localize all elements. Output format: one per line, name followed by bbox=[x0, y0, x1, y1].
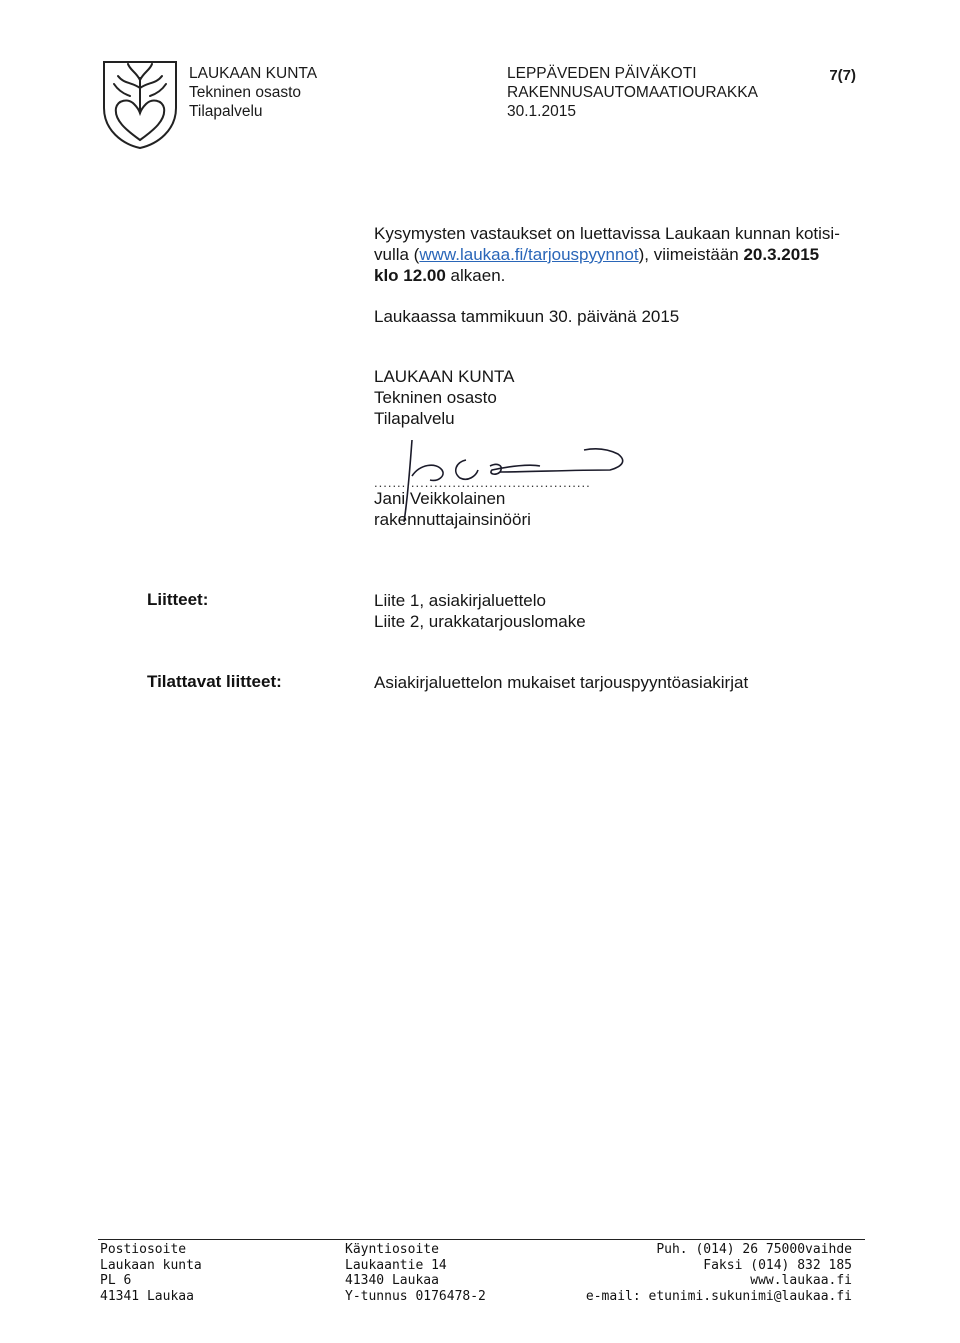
place-and-date: Laukaassa tammikuun 30. päivänä 2015 bbox=[374, 307, 680, 326]
footer-postal-address bbox=[100, 1242, 202, 1304]
signature-line: ............................................... bbox=[374, 475, 591, 490]
footer-web[interactable]: www.laukaa.fi bbox=[750, 1273, 852, 1288]
footer-email[interactable]: e-mail: etunimi.sukunimi@laukaa.fi bbox=[585, 1288, 852, 1304]
signatory-title: rakennuttajainsinööri bbox=[374, 510, 531, 529]
orderable-attachments-value: Asiakirjaluettelon mukaiset tarjouspyyntöasiakirjat bbox=[374, 673, 749, 692]
footer-postal-heading: Postiosoite bbox=[100, 1242, 187, 1257]
coat-of-arms-logo bbox=[100, 58, 180, 150]
orderable-attachments-label: Tilattavat liitteet: bbox=[147, 672, 282, 691]
footer-postal-city: 41341 Laukaa bbox=[100, 1288, 194, 1304]
footer-business-id: Y-tunnus 0176478-2 bbox=[345, 1288, 486, 1304]
footer-postal-box: PL 6 bbox=[100, 1273, 132, 1288]
footer-postal-name: Laukaan kunta bbox=[100, 1257, 202, 1273]
header-org-name: LAUKAAN KUNTA bbox=[189, 65, 318, 82]
signature-unit: Tilapalvelu bbox=[374, 409, 455, 428]
footer-visit-address bbox=[345, 1242, 486, 1304]
signatory-name: Jani Veikkolainen bbox=[374, 489, 506, 508]
answers-paragraph bbox=[374, 223, 874, 286]
footer-rule bbox=[98, 1239, 865, 1240]
para-text-2: vulla ( bbox=[374, 245, 420, 264]
signature-department: Tekninen osasto bbox=[374, 388, 497, 407]
footer-visit-city: 41340 Laukaa bbox=[345, 1273, 439, 1288]
footer-contact bbox=[560, 1242, 852, 1304]
footer-visit-heading: Käyntiosoite bbox=[345, 1242, 439, 1257]
deadline-date: 20.3.2015 bbox=[743, 245, 820, 264]
tender-link[interactable]: www.laukaa.fi/tarjouspyynnot bbox=[419, 245, 639, 264]
para-text-4: alkaen. bbox=[445, 266, 506, 285]
header-project-name: LEPPÄVEDEN PÄIVÄKOTI bbox=[507, 65, 697, 82]
signature-org bbox=[374, 366, 514, 429]
attachments-list bbox=[374, 590, 586, 632]
header-project bbox=[507, 64, 758, 121]
header-date: 30.1.2015 bbox=[507, 103, 576, 120]
footer-fax: Faksi (014) 832 185 bbox=[703, 1257, 852, 1273]
header-department: Tekninen osasto bbox=[189, 84, 302, 101]
deadline-time: klo 12.00 bbox=[374, 266, 446, 285]
header-org bbox=[189, 64, 317, 121]
header-contract-name: RAKENNUSAUTOMAATIOURAKKA bbox=[507, 84, 758, 101]
header-unit: Tilapalvelu bbox=[189, 103, 263, 120]
attachments-label: Liitteet: bbox=[147, 590, 209, 609]
para-text-3: ), viimeistään bbox=[638, 245, 744, 264]
page-number: 7(7) bbox=[829, 67, 856, 84]
signature-org-name: LAUKAAN KUNTA bbox=[374, 367, 515, 386]
para-text-1: Kysymysten vastaukset on luettavissa Laukaan kunnan kotisi- bbox=[374, 224, 840, 243]
footer-visit-street: Laukaantie 14 bbox=[345, 1257, 447, 1273]
footer-phone: Puh. (014) 26 75000vaihde bbox=[656, 1242, 852, 1257]
attachment-item: Liite 1, asiakirjaluettelo bbox=[374, 591, 546, 610]
attachment-item: Liite 2, urakkatarjouslomake bbox=[374, 612, 586, 631]
